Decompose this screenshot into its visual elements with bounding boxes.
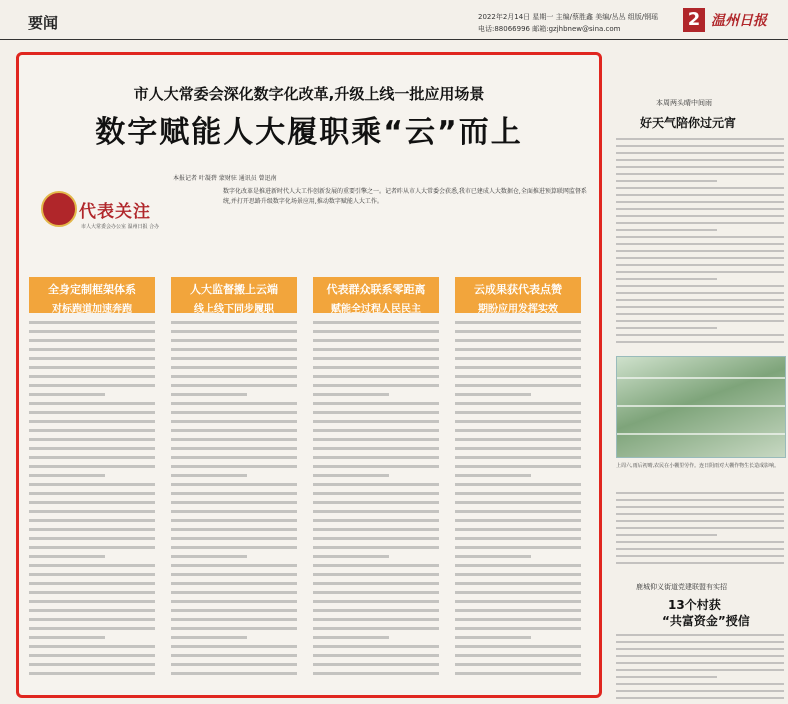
text-line	[313, 420, 439, 423]
text-line	[313, 375, 439, 378]
text-line	[29, 348, 155, 351]
text-line	[616, 641, 784, 643]
text-line	[29, 384, 155, 387]
text-line	[455, 447, 581, 450]
text-line	[455, 600, 581, 603]
text-line	[616, 138, 784, 140]
text-line	[455, 321, 581, 324]
article-subtitle: 市人大常委会深化数字化改革,升级上线一批应用场景	[133, 85, 485, 103]
text-line	[171, 321, 297, 324]
text-line	[171, 330, 297, 333]
text-line	[313, 627, 439, 630]
text-line	[313, 609, 439, 612]
text-line	[616, 520, 784, 522]
text-line	[171, 573, 297, 576]
column-body	[29, 321, 155, 675]
text-line	[29, 501, 155, 504]
text-line	[455, 375, 581, 378]
text-line	[455, 492, 581, 495]
text-line	[171, 636, 247, 639]
text-line	[313, 510, 439, 513]
text-line	[29, 483, 155, 486]
text-line	[29, 366, 155, 369]
text-line	[171, 465, 297, 468]
text-line	[29, 627, 155, 630]
text-line	[171, 546, 297, 549]
text-line	[171, 474, 247, 477]
text-line	[455, 438, 581, 441]
text-line	[616, 499, 784, 501]
sidebar	[610, 52, 788, 704]
text-line	[29, 654, 155, 657]
page-number: 2	[683, 8, 705, 32]
highlighted-article	[16, 52, 602, 698]
text-line	[171, 456, 297, 459]
article-byline: 本报记者 叶凝碧 蒙财驻 通讯员 曾迅南	[173, 175, 277, 182]
column-header	[171, 277, 297, 313]
text-line	[29, 510, 155, 513]
text-line	[171, 393, 247, 396]
text-line	[616, 194, 784, 196]
text-line	[455, 618, 581, 621]
text-line	[616, 513, 784, 515]
article-lede: 数字化改革是推进新时代人大工作创新发展的重要引擎之一。记者昨从市人大常委会获悉,我市已建成人大数据仓,全面推进预算联网监督系统,并打开思路升级数字化场景应用,推动数字赋能人大工作。	[223, 188, 587, 205]
text-line	[29, 438, 155, 441]
text-line	[171, 582, 297, 585]
text-line	[313, 366, 439, 369]
text-line	[455, 582, 581, 585]
article-column	[29, 277, 155, 698]
text-line	[313, 339, 439, 342]
text-line	[455, 465, 581, 468]
text-line	[616, 201, 784, 203]
text-line	[29, 456, 155, 459]
text-line	[171, 501, 297, 504]
text-line	[616, 208, 784, 210]
text-line	[29, 375, 155, 378]
text-line	[616, 173, 784, 175]
column-head-b: 期盼应用发挥实效	[478, 304, 558, 315]
text-line	[616, 215, 784, 217]
text-line	[171, 402, 297, 405]
text-line	[313, 402, 439, 405]
text-line	[29, 645, 155, 648]
text-line	[616, 341, 784, 343]
text-line	[29, 600, 155, 603]
text-line	[313, 411, 439, 414]
column-head-b: 对标跑道加速奔跑	[52, 304, 132, 315]
text-line	[455, 609, 581, 612]
text-line	[313, 501, 439, 504]
text-line	[455, 546, 581, 549]
masthead: 温州日报	[711, 13, 767, 29]
column-body	[455, 321, 581, 675]
text-line	[171, 654, 297, 657]
text-line	[616, 250, 784, 252]
greenhouse-photo	[616, 356, 786, 458]
sidebar-headline: 好天气陪你过元宵	[640, 116, 737, 130]
text-line	[455, 474, 531, 477]
text-line	[171, 663, 297, 666]
column-head-a: 人大监督搬上云端	[190, 283, 278, 296]
contact-info: 电话:88066996 邮箱:gzjhbnew@sina.com	[478, 25, 621, 33]
text-line	[29, 447, 155, 450]
text-line	[616, 313, 784, 315]
text-line	[29, 411, 155, 414]
text-line	[313, 573, 439, 576]
text-line	[455, 645, 581, 648]
text-line	[455, 330, 581, 333]
text-line	[171, 339, 297, 342]
text-line	[455, 636, 531, 639]
sidebar-text	[616, 138, 784, 348]
text-line	[455, 510, 581, 513]
text-line	[171, 375, 297, 378]
text-line	[455, 555, 531, 558]
text-line	[616, 669, 784, 671]
text-line	[616, 257, 784, 259]
text-line	[171, 384, 297, 387]
text-line	[171, 447, 297, 450]
text-line	[616, 180, 717, 182]
text-line	[313, 465, 439, 468]
text-line	[313, 636, 389, 639]
text-line	[455, 591, 581, 594]
text-line	[171, 519, 297, 522]
text-line	[616, 683, 784, 685]
text-line	[313, 582, 439, 585]
column-body	[313, 321, 439, 675]
sidebar-text	[616, 492, 784, 572]
text-line	[171, 609, 297, 612]
text-line	[313, 618, 439, 621]
sidebar-kicker: 本周两头晴中间雨	[656, 99, 712, 107]
text-line	[171, 438, 297, 441]
column-body	[171, 321, 297, 675]
text-line	[29, 555, 105, 558]
text-line	[455, 393, 531, 396]
text-line	[171, 348, 297, 351]
text-line	[171, 357, 297, 360]
text-line	[313, 348, 439, 351]
text-line	[29, 591, 155, 594]
text-line	[313, 384, 439, 387]
text-line	[455, 483, 581, 486]
text-line	[29, 609, 155, 612]
text-line	[616, 690, 784, 692]
text-line	[455, 627, 581, 630]
text-line	[616, 145, 784, 147]
article-column	[171, 277, 297, 698]
text-line	[171, 645, 297, 648]
text-line	[313, 438, 439, 441]
column-badge	[39, 189, 189, 239]
text-line	[171, 429, 297, 432]
text-line	[455, 654, 581, 657]
text-line	[29, 330, 155, 333]
text-line	[455, 564, 581, 567]
column-head-a: 云成果获代表点赞	[474, 283, 562, 296]
text-line	[616, 676, 717, 678]
column-header	[313, 277, 439, 313]
text-line	[29, 618, 155, 621]
sidebar-text	[616, 634, 784, 704]
text-line	[29, 582, 155, 585]
text-line	[616, 292, 784, 294]
text-line	[455, 366, 581, 369]
text-line	[455, 411, 581, 414]
text-line	[616, 187, 784, 189]
text-line	[616, 492, 784, 494]
text-line	[171, 600, 297, 603]
text-line	[29, 663, 155, 666]
text-line	[313, 555, 389, 558]
text-line	[29, 573, 155, 576]
text-line	[455, 573, 581, 576]
text-line	[455, 528, 581, 531]
text-line	[313, 537, 439, 540]
text-line	[616, 222, 784, 224]
text-line	[29, 672, 155, 675]
text-line	[313, 474, 389, 477]
text-line	[29, 357, 155, 360]
photo-caption: 上周六,雨后初晴,农民在小棚里劳作。连日阴雨对大棚作物生长造成影响。	[616, 463, 780, 469]
text-line	[313, 600, 439, 603]
text-line	[29, 519, 155, 522]
text-line	[616, 159, 784, 161]
text-line	[313, 564, 439, 567]
text-line	[29, 564, 155, 567]
text-line	[616, 236, 784, 238]
text-line	[455, 384, 581, 387]
text-line	[616, 534, 717, 536]
text-line	[455, 519, 581, 522]
text-line	[171, 564, 297, 567]
text-line	[455, 348, 581, 351]
text-line	[455, 429, 581, 432]
text-line	[313, 321, 439, 324]
text-line	[616, 655, 784, 657]
text-line	[616, 278, 717, 280]
text-line	[313, 483, 439, 486]
text-line	[313, 447, 439, 450]
text-line	[616, 306, 784, 308]
text-line	[29, 528, 155, 531]
text-line	[616, 320, 784, 322]
text-line	[313, 393, 389, 396]
text-line	[616, 541, 784, 543]
text-line	[616, 648, 784, 650]
column-head-a: 代表群众联系零距离	[326, 283, 426, 296]
text-line	[171, 420, 297, 423]
text-line	[171, 492, 297, 495]
text-line	[455, 420, 581, 423]
article-column	[455, 277, 581, 698]
text-line	[171, 591, 297, 594]
text-line	[455, 663, 581, 666]
sidebar-kicker: 鹿城仰义街道党建联盟有实招	[636, 583, 727, 591]
text-line	[171, 510, 297, 513]
text-line	[29, 393, 105, 396]
text-line	[171, 618, 297, 621]
text-line	[455, 339, 581, 342]
text-line	[313, 528, 439, 531]
text-line	[616, 264, 784, 266]
text-line	[29, 321, 155, 324]
section-label: 要闻	[28, 14, 59, 32]
column-head-b: 赋能全过程人民民主	[331, 304, 421, 315]
text-line	[313, 456, 439, 459]
text-line	[616, 527, 784, 529]
text-line	[171, 555, 247, 558]
text-line	[616, 548, 784, 550]
text-line	[616, 562, 784, 564]
text-line	[313, 429, 439, 432]
badge-title: 代表关注	[79, 202, 151, 222]
text-line	[616, 229, 717, 231]
text-line	[29, 546, 155, 549]
page-header	[0, 0, 788, 40]
text-line	[171, 537, 297, 540]
article-title: 数字赋能人大履职乘“云”而上	[95, 115, 523, 150]
text-line	[616, 662, 784, 664]
text-line	[171, 627, 297, 630]
text-line	[29, 339, 155, 342]
column-head-a: 全身定制框架体系	[48, 283, 136, 296]
text-line	[455, 456, 581, 459]
text-line	[455, 501, 581, 504]
text-line	[616, 285, 784, 287]
text-line	[29, 492, 155, 495]
text-line	[29, 402, 155, 405]
text-line	[171, 672, 297, 675]
text-line	[455, 402, 581, 405]
text-line	[171, 411, 297, 414]
text-line	[616, 243, 784, 245]
text-line	[171, 366, 297, 369]
text-line	[313, 357, 439, 360]
article-column	[313, 277, 439, 698]
text-line	[313, 330, 439, 333]
badge-subtitle: 市人大常委会办公室 温州日报 合办	[81, 224, 160, 230]
issue-date: 2022年2月14日 星期一 主编/蔡胜鑫 美编/丛丛 组版/钢瑶	[478, 13, 659, 21]
sidebar-headline: 13个村获	[668, 598, 721, 612]
text-line	[616, 299, 784, 301]
text-line	[616, 555, 784, 557]
text-line	[313, 492, 439, 495]
text-line	[455, 357, 581, 360]
column-header	[455, 277, 581, 313]
column-header	[29, 277, 155, 313]
text-line	[616, 634, 784, 636]
text-line	[616, 152, 784, 154]
text-line	[29, 474, 105, 477]
text-line	[616, 166, 784, 168]
text-line	[29, 537, 155, 540]
text-line	[29, 420, 155, 423]
text-line	[313, 672, 439, 675]
text-line	[616, 271, 784, 273]
text-line	[313, 546, 439, 549]
text-line	[455, 672, 581, 675]
text-line	[313, 519, 439, 522]
text-line	[313, 654, 439, 657]
text-line	[171, 528, 297, 531]
text-line	[29, 429, 155, 432]
text-line	[313, 645, 439, 648]
text-line	[313, 663, 439, 666]
text-line	[29, 465, 155, 468]
sidebar-headline: “共富资金”授信	[662, 614, 750, 628]
text-line	[616, 327, 717, 329]
emblem-icon	[41, 191, 77, 227]
text-line	[171, 483, 297, 486]
text-line	[616, 334, 784, 336]
column-head-b: 线上线下同步履职	[194, 304, 274, 315]
text-line	[29, 636, 105, 639]
text-line	[455, 537, 581, 540]
text-line	[616, 506, 784, 508]
text-line	[313, 591, 439, 594]
text-line	[616, 697, 784, 699]
